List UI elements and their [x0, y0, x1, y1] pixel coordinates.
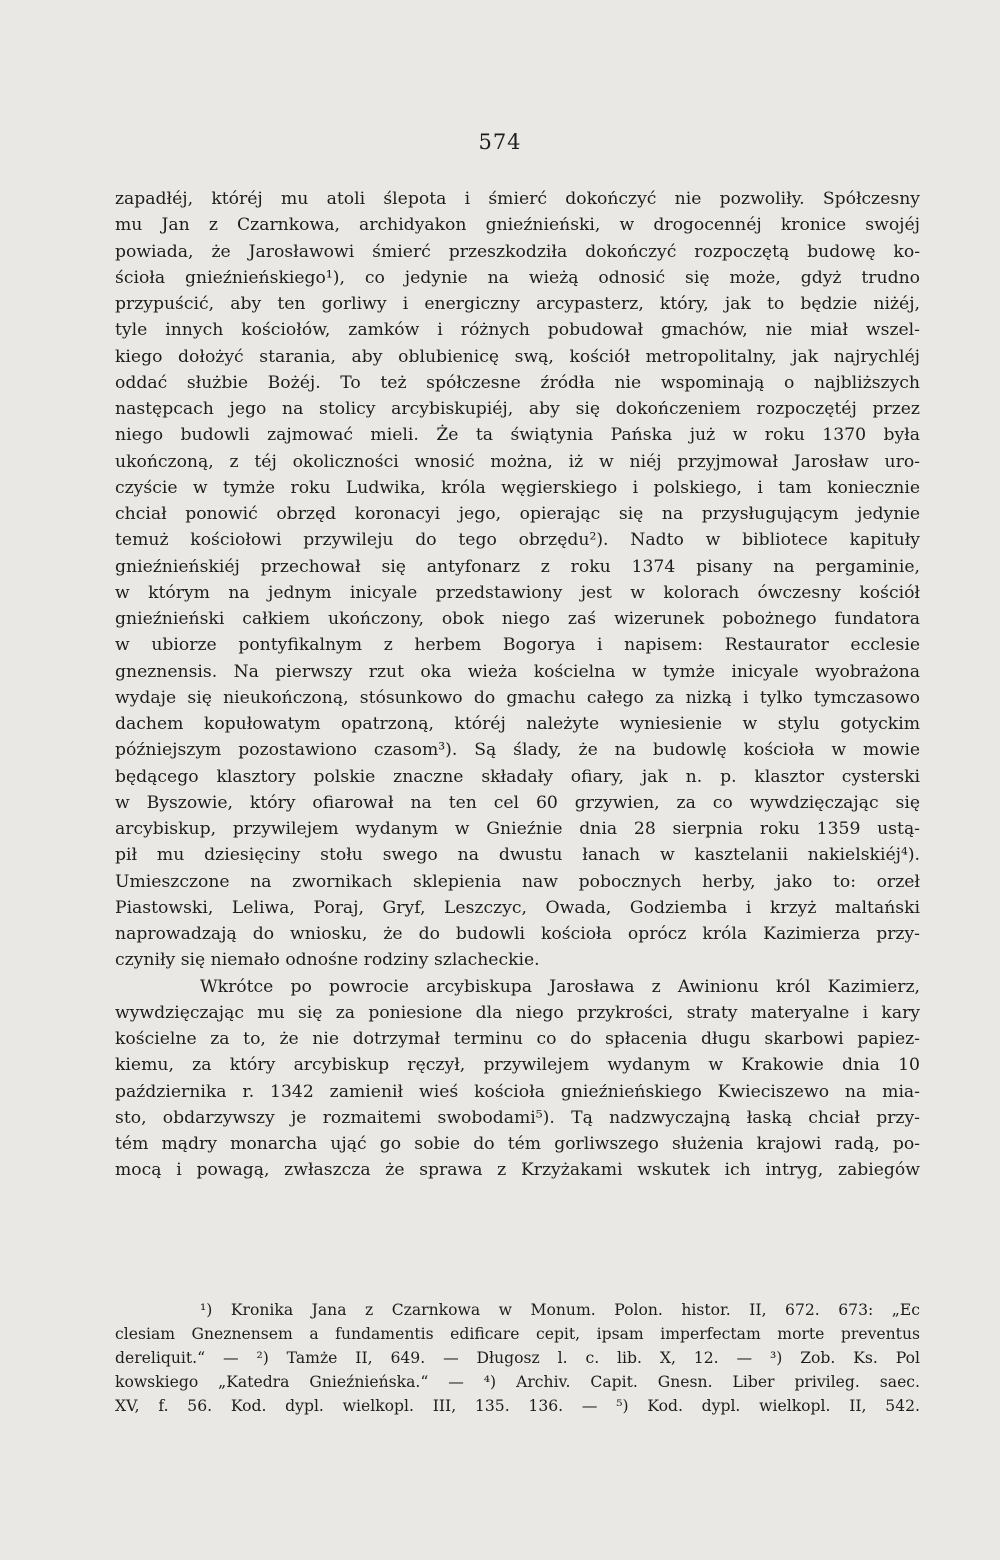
text-line: w Byszowie, który ofiarował na ten cel 60 grzywien, za co wywdzięczając się: [115, 792, 920, 813]
footnotes: [115, 1298, 920, 1418]
text-line: tém mądry monarcha ująć go sobie do tém gorliwszego służenia krajowi radą, po-: [115, 1134, 920, 1154]
text-line: przypuścić, aby ten gorliwy i energiczny arcypasterz, który, jak to będzie niżéj,: [115, 294, 920, 314]
text-line: naprowadzają do wniosku, że do budowli kościoła oprócz króla Kazimierza przy-: [115, 924, 920, 944]
text-line: gnieźnieńskiéj przechował się antyfonarz z roku 1374 pisany na pergaminie,: [115, 556, 920, 577]
body-text: [115, 186, 920, 1184]
text-line: mu Jan z Czarnkowa, archidyakon gnieźnieński, w drogocennéj kronice swojéj: [115, 215, 920, 236]
text-line: gneznensis. Na pierwszy rzut oka wieża kościelna w tymże inicyale wyobrażona: [115, 661, 920, 682]
footnote-line: clesiam Gneznensem a fundamentis edificare cepit, ipsam imperfectam morte preventus: [115, 1325, 920, 1343]
text-line: następcach jego na stolicy arcybiskupiéj, aby się dokończeniem rozpoczętéj przez: [115, 399, 920, 419]
text-line: kiemu, za który arcybiskup ręczył, przywilejem wydanym w Krakowie dnia 10: [115, 1055, 920, 1076]
text-line: kościelne za to, że nie dotrzymał terminu co do spłacenia długu skarbowi papiez-: [115, 1029, 920, 1049]
text-line: niego budowli zajmować mieli. Że ta świątynia Pańska już w roku 1370 była: [115, 425, 920, 446]
text-line: kiego dołożyć starania, aby oblubienicę swą, kościół metropolitalny, jak najrychléj: [115, 346, 920, 367]
page-number: 574: [478, 130, 522, 154]
text-line: w którym na jednym inicyale przedstawiony jest w kolorach ówczesny kościół: [115, 582, 920, 603]
text-line: października r. 1342 zamienił wieś kościoła gnieźnieńskiego Kwieciszewo na mia-: [115, 1081, 920, 1102]
text-line: późniejszym pozostawiono czasom³). Są ślady, że na budowlę kościoła w mowie: [115, 740, 920, 761]
text-line: czyniły się niemało odnośne rodziny szlacheckie.: [115, 950, 540, 971]
text-line: oddać służbie Bożéj. To też spółczesne źródła nie wspominają o najbliższych: [115, 372, 920, 393]
text-line: ukończoną, z téj okoliczności wnosić można, iż w niéj przyjmował Jarosław uro-: [115, 451, 920, 472]
text-line: sto, obdarzywszy je rozmaitemi swobodami⁵). Tą nadzwyczajną łaską chciał przy-: [115, 1107, 920, 1128]
footnote-line: dereliquit.“ — ²) Tamże II, 649. — Długosz l. c. lib. X, 12. — ³) Zob. Ks. Pol: [115, 1349, 920, 1367]
text-line: dachem kopułowatym opatrzoną, któréj należyte wyniesienie w stylu gotyckim: [115, 714, 920, 734]
text-line: powiada, że Jarosławowi śmierć przeszkodziła dokończyć rozpoczętą budowę ko-: [115, 241, 920, 262]
text-line: Piastowski, Leliwa, Poraj, Gryf, Leszczyc, Owada, Godziemba i krzyż maltański: [115, 897, 920, 918]
text-line: w ubiorze pontyfikalnym z herbem Bogorya i napisem: Restaurator ecclesie: [115, 635, 920, 656]
text-line: chciał ponowić obrzęd koronacyi jego, opierając się na przysługującym jedynie: [115, 504, 920, 524]
text-line: Umieszczone na zwornikach sklepienia naw pobocznych herby, jako to: orzeł: [115, 871, 920, 892]
text-line: będącego klasztory polskie znaczne składały ofiary, jak n. p. klasztor cysterski: [115, 766, 920, 787]
footnote-line: ¹) Kronika Jana z Czarnkowa w Monum. Polon. histor. II, 672. 673: „Ec: [200, 1301, 920, 1319]
text-line: gnieźnieński całkiem ukończony, obok niego zaś wizerunek pobożnego fundatora: [115, 609, 920, 629]
text-line: pił mu dziesięciny stołu swego na dwustu łanach w kasztelanii nakielskiéj⁴).: [115, 845, 920, 866]
text-line: temuż kościołowi przywileju do tego obrzędu²). Nadto w bibliotece kapituły: [115, 530, 920, 551]
text-line: arcybiskup, przywilejem wydanym w Gnieźnie dnia 28 sierpnia roku 1359 ustą-: [115, 819, 920, 839]
footnote-line: XV, f. 56. Kod. dypl. wielkopl. III, 135. 136. — ⁵) Kod. dypl. wielkopl. II, 542.: [115, 1397, 920, 1415]
text-line: mocą i powagą, zwłaszcza że sprawa z Krzyżakami wskutek ich intryg, zabiegów: [115, 1160, 920, 1181]
text-line: tyle innych kościołów, zamków i różnych pobudował gmachów, nie miał wszel-: [115, 320, 920, 341]
text-line: wydaje się nieukończoną, stósunkowo do gmachu całego za nizką i tylko tymczasowo: [115, 687, 920, 708]
text-line: ścioła gnieźnieńskiego¹), co jedynie na wieżą odnosić się może, gdyż trudno: [115, 267, 920, 288]
text-line: zapadłéj, któréj mu atoli ślepota i śmierć dokończyć nie pozwoliły. Spółczesny: [115, 189, 920, 209]
footnote-line: kowskiego „Katedra Gnieźnieńska.“ — ⁴) Archiv. Capit. Gnesn. Liber privileg. saec.: [115, 1373, 920, 1391]
text-line: wywdzięczając mu się za poniesione dla niego przykrości, straty materyalne i kary: [115, 1002, 920, 1023]
text-line: Wkrótce po powrocie arcybiskupa Jarosława z Awinionu król Kazimierz,: [200, 976, 920, 997]
text-line: czyście w tymże roku Ludwika, króla węgierskiego i polskiego, i tam koniecznie: [115, 477, 920, 498]
